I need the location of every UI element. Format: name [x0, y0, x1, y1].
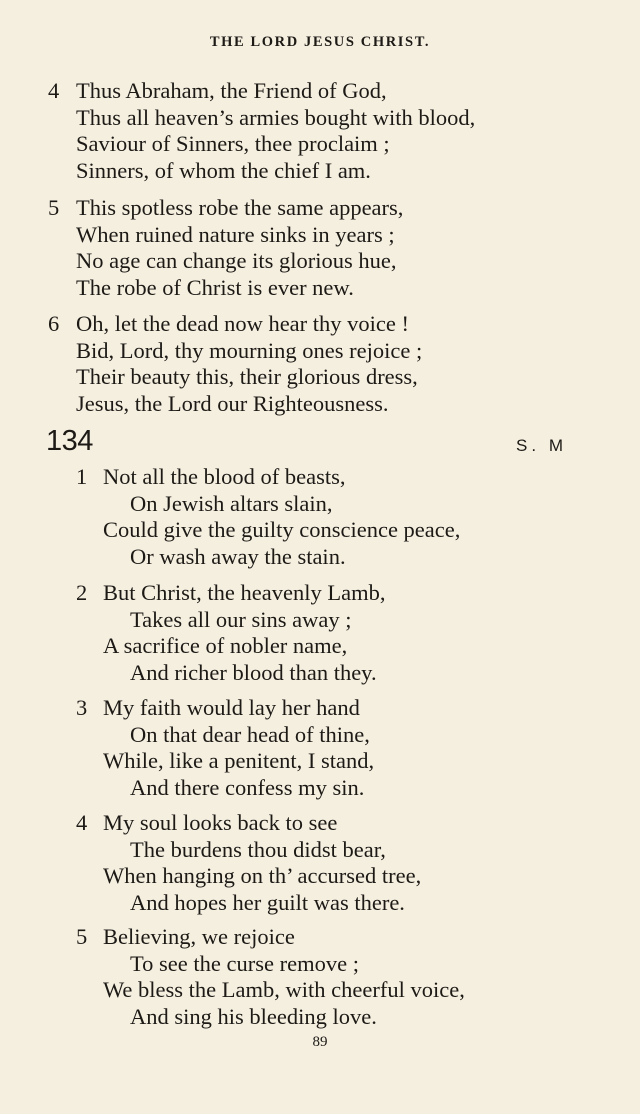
stanza-number: 2 [76, 580, 88, 605]
stanza-line [48, 391, 628, 418]
stanza-prev-6 [48, 311, 628, 417]
hymn-number: 134 [46, 425, 93, 457]
hymn-meter: S. M [516, 436, 567, 455]
stanza-line [48, 131, 628, 158]
verse-line: Jesus, the Lord our Righteousness. [76, 390, 389, 416]
verse-line: Oh, let the dead now hear thy voice ! [76, 311, 410, 336]
stanza-line [48, 517, 628, 544]
stanza-line [48, 722, 628, 749]
stanza-line [48, 924, 628, 951]
stanza-line [48, 275, 628, 302]
verse-line: But Christ, the heavenly Lamb, [103, 580, 386, 605]
stanza-line [48, 491, 628, 518]
verse-line: My faith would lay her hand [103, 695, 360, 720]
stanza-line [48, 544, 628, 571]
verse-line: Sinners, of whom the chief I am. [76, 157, 371, 183]
verse-line: Bid, Lord, thy mourning ones rejoice ; [76, 337, 423, 363]
verse-line: Takes all our sins away ; [130, 606, 352, 632]
verse-line: Not all the blood of beasts, [103, 464, 346, 489]
stanza-line [48, 951, 628, 978]
stanza-number: 5 [76, 924, 88, 949]
stanza-line [48, 837, 628, 864]
stanza-line [48, 633, 628, 660]
verse-line: We bless the Lamb, with cheerful voice, [103, 977, 465, 1003]
stanza-number: 6 [48, 311, 60, 336]
stanza-line [48, 464, 628, 491]
stanza-number: 4 [76, 810, 88, 835]
stanza-line [48, 158, 628, 185]
verse-line: And there confess my sin. [130, 774, 365, 800]
stanza-line [48, 863, 628, 890]
verse-line: This spotless robe the same appears, [76, 195, 404, 220]
hymn-stanza-2 [48, 580, 628, 686]
verse-line: The burdens thou didst bear, [130, 836, 386, 862]
verse-line: Believing, we rejoice [103, 924, 295, 949]
verse-line: While, like a penitent, I stand, [103, 748, 375, 774]
page-number: 89 [312, 1034, 328, 1050]
stanza-line [48, 580, 628, 607]
verse-line: Their beauty this, their glorious dress, [76, 364, 418, 390]
stanza-line [48, 248, 628, 275]
hymn-stanza-5 [48, 924, 628, 1030]
hymn-stanza-4 [48, 810, 628, 916]
stanza-prev-5 [48, 195, 628, 301]
verse-line: No age can change its glorious hue, [76, 248, 397, 274]
running-header: THE LORD JESUS CHRIST. [209, 34, 431, 50]
verse-line: Could give the guilty conscience peace, [103, 517, 461, 543]
stanza-number: 1 [76, 464, 88, 489]
verse-line: Saviour of Sinners, thee proclaim ; [76, 131, 390, 157]
stanza-line [48, 1004, 628, 1031]
stanza-line [48, 195, 628, 222]
verse-line: Or wash away the stain. [130, 543, 346, 569]
stanza-number: 4 [48, 78, 60, 103]
hymn-stanza-3 [48, 695, 628, 801]
stanza-line [48, 338, 628, 365]
verse-line: My soul looks back to see [103, 810, 338, 835]
stanza-number: 5 [48, 195, 60, 220]
stanza-line [48, 748, 628, 775]
stanza-line [48, 660, 628, 687]
verse-line: On Jewish altars slain, [130, 490, 333, 516]
verse-line: And richer blood than they. [130, 659, 377, 685]
stanza-line [48, 607, 628, 634]
stanza-line [48, 364, 628, 391]
verse-line: On that dear head of thine, [130, 721, 370, 747]
stanza-line [48, 78, 628, 105]
stanza-line [48, 890, 628, 917]
stanza-number: 3 [76, 695, 88, 720]
verse-line: The robe of Christ is ever new. [76, 274, 354, 300]
verse-line: Thus all heaven’s armies bought with blood, [76, 104, 476, 130]
stanza-line [48, 311, 628, 338]
verse-line: Thus Abraham, the Friend of God, [76, 78, 387, 103]
verse-line: To see the curse remove ; [130, 950, 359, 976]
stanza-line [48, 222, 628, 249]
verse-line: A sacrifice of nobler name, [103, 633, 348, 659]
hymn-stanza-1 [48, 464, 628, 570]
stanza-prev-4 [48, 78, 628, 184]
verse-line: When hanging on th’ accursed tree, [103, 863, 422, 889]
stanza-line [48, 977, 628, 1004]
verse-line: And hopes her guilt was there. [130, 889, 405, 915]
stanza-line [48, 775, 628, 802]
verse-line: And sing his bleeding love. [130, 1003, 377, 1029]
verse-line: When ruined nature sinks in years ; [76, 221, 395, 247]
stanza-line [48, 105, 628, 132]
stanza-line [48, 695, 628, 722]
stanza-line [48, 810, 628, 837]
